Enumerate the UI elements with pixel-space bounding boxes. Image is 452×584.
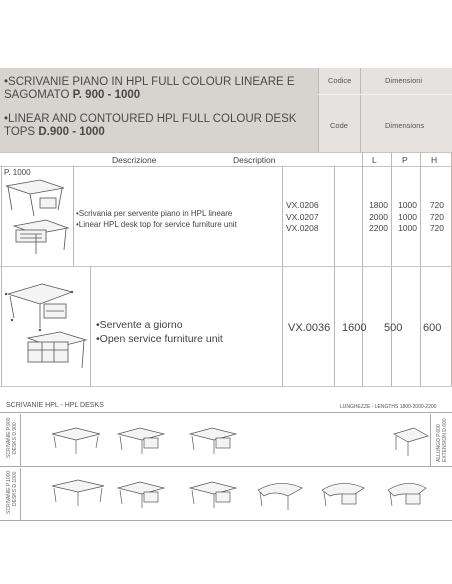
row-a-right-sublabel: EXTENSION D.600	[442, 418, 448, 462]
divider	[0, 386, 452, 387]
row1-label: P. 1000	[4, 168, 31, 177]
row1-height: 720	[429, 200, 444, 210]
row1-length: 2200	[369, 223, 388, 233]
divider	[0, 412, 452, 413]
row-b-label: SCRIVANIE P.1000	[6, 470, 12, 514]
divider	[20, 414, 21, 466]
row1-depth: 1000	[398, 223, 417, 233]
row2-length: 1600	[342, 322, 367, 334]
divider	[0, 166, 452, 167]
row2-description-english: •Open service furniture unit	[96, 333, 223, 345]
row1-length: 2000	[369, 211, 388, 222]
divider	[318, 68, 319, 152]
divider	[20, 468, 21, 520]
row2-height: 600	[423, 322, 442, 334]
service-unit-drawing	[0, 276, 90, 384]
dimensions-label: Dimensions	[385, 121, 425, 130]
desk-thumbnails-d1000	[22, 468, 428, 520]
row-a-sublabel: DESKS D.900	[12, 422, 18, 454]
row-a-right-label: ALLUNGO P.600	[436, 424, 442, 462]
row1-codes	[286, 200, 334, 235]
divider	[420, 152, 421, 386]
divider	[362, 152, 363, 386]
row1-lengths	[360, 200, 388, 235]
divider	[318, 94, 452, 95]
row1-length: 1800	[369, 200, 388, 210]
row1-depths	[390, 200, 417, 235]
divider	[391, 152, 392, 386]
row2-description-italian: •Servente a giorno	[96, 319, 183, 331]
divider	[0, 520, 452, 521]
code-label: Code	[330, 121, 348, 130]
desk-thumbnails-d900	[22, 414, 428, 466]
title-italian: •SCRIVANIE PIANO IN HPL FULL COLOUR LINEARE E SAGOMATO P. 900 - 1000	[4, 76, 295, 101]
divider	[360, 68, 361, 152]
row1-depth: 1000	[398, 211, 417, 222]
row1-code: VX.0207	[286, 211, 319, 222]
row1-height: 720	[429, 223, 444, 233]
column-h-header: H	[431, 155, 438, 165]
descrizione-header: Descrizione	[112, 155, 157, 165]
column-l-header: L	[372, 155, 377, 165]
divider	[282, 166, 283, 386]
row-b-sublabel: DESKS D.1000	[12, 471, 18, 506]
row1-code: VX.0206	[286, 200, 319, 210]
title-english: •LINEAR AND CONTOURED HPL FULL COLOUR DESK TOPS D.900 - 1000	[4, 113, 297, 138]
row2-depth: 500	[384, 322, 403, 334]
row1-description-english: •Linear HPL desk top for service furniture unit	[76, 220, 237, 229]
column-p-header: P	[402, 155, 408, 165]
divider	[430, 414, 431, 466]
divider	[0, 266, 452, 267]
divider	[334, 166, 335, 386]
divider	[0, 466, 452, 467]
lengths-note: LUNGHEZZE - LENGTHS 1800-2000-2200	[340, 404, 437, 410]
desk-drawing-linear	[0, 176, 74, 264]
description-header: Description	[233, 155, 276, 165]
divider	[0, 152, 452, 153]
divider	[90, 267, 91, 386]
row2-code: VX.0036	[288, 322, 331, 334]
row-a-label: SCRIVANIE P.900	[6, 417, 12, 458]
row1-height: 720	[429, 211, 444, 222]
codice-label: Codice	[328, 76, 352, 85]
row1-description-italian: •Scrivania per servente piano in HPL lineare	[76, 209, 233, 218]
row1-depth: 1000	[398, 200, 417, 210]
section-title: SCRIVANIE HPL - HPL DESKS	[6, 402, 104, 409]
dimensioni-label: Dimensioni	[385, 76, 423, 85]
row1-heights	[420, 200, 444, 235]
row1-code: VX.0208	[286, 223, 319, 233]
